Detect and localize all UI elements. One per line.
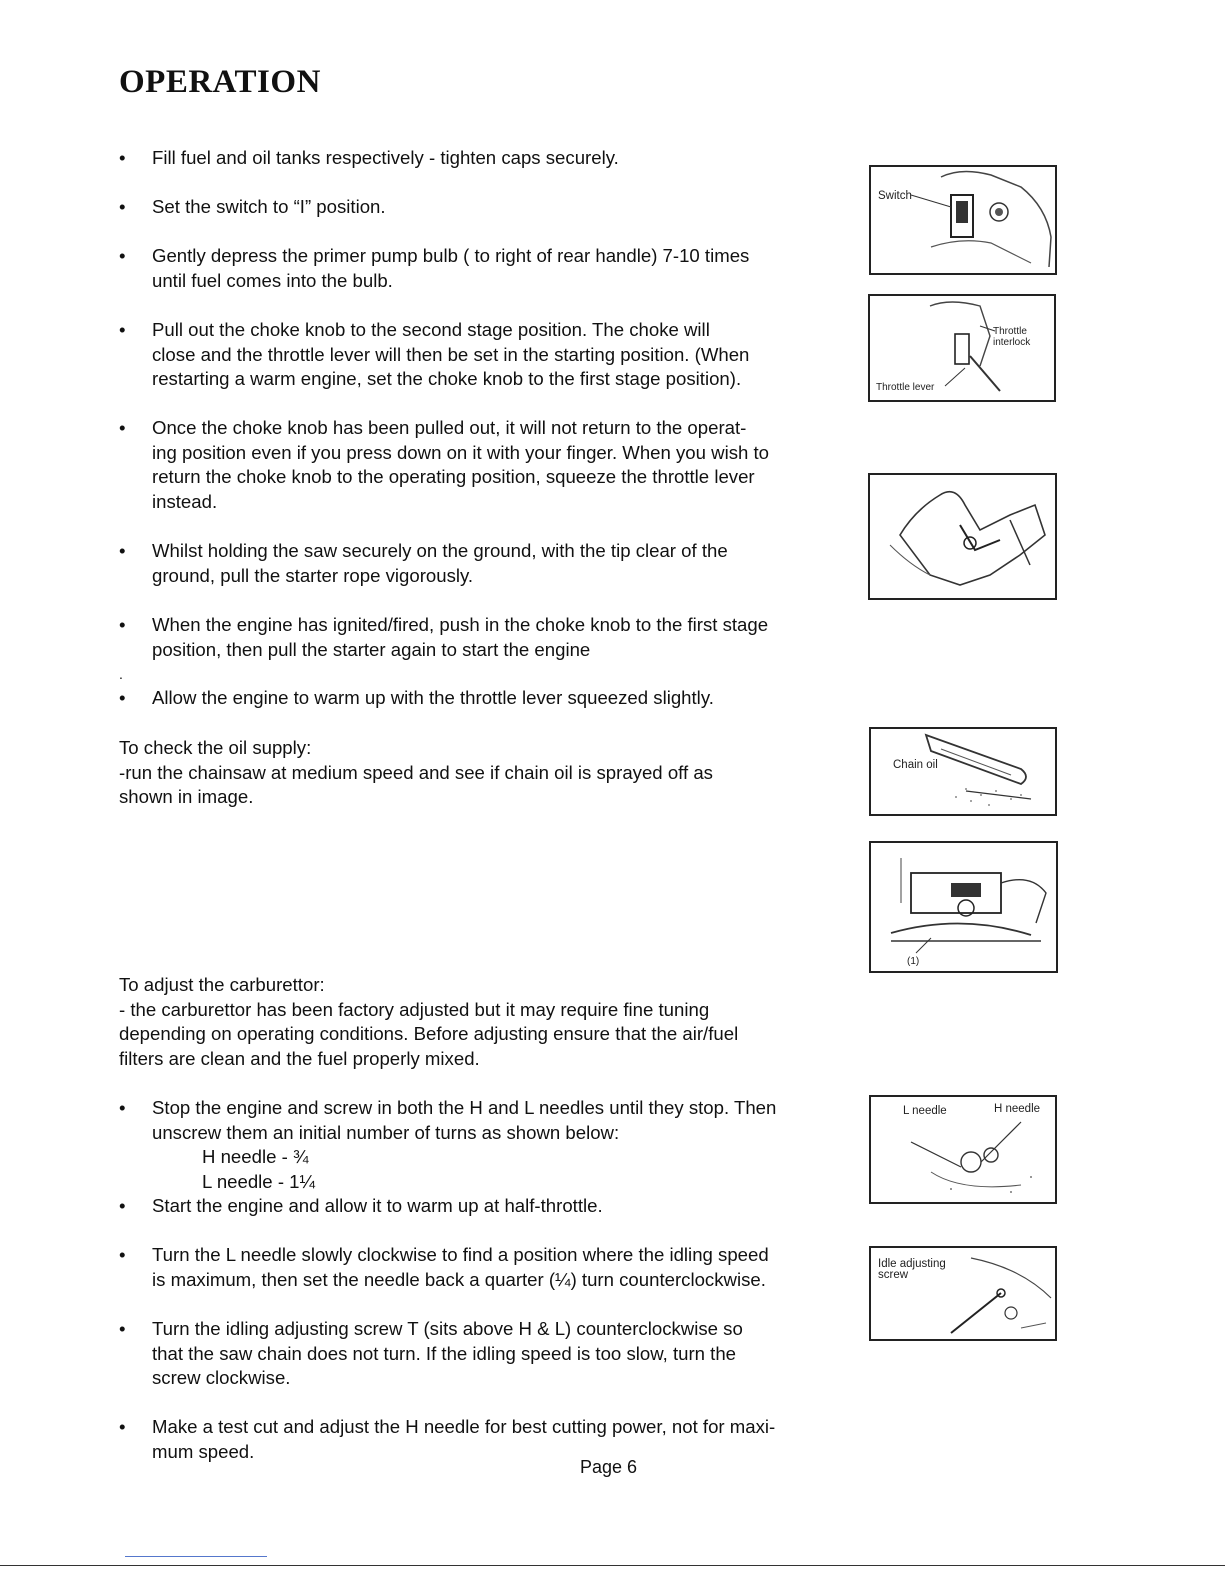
bullet-text: Gently depress the primer pump bulb ( to right of rear handle) 7-10 times [152, 245, 750, 266]
needles-figure [869, 1095, 1057, 1204]
figure-caption: H needle [994, 1103, 1041, 1115]
figure-caption: Switch [878, 190, 912, 202]
bullet-dot: • [119, 319, 126, 340]
bullet-text: Turn the idling adjusting screw T (sits above H & L) counterclockwise so [152, 1318, 743, 1339]
choke-illustration [870, 475, 1055, 598]
bullet-text: is maximum, then set the needle back a quarter (¼) turn counterclockwise. [152, 1268, 766, 1290]
bullet-text: Set the switch to “I” position. [152, 196, 386, 217]
bullet-text: Whilst holding the saw securely on the ground, with the tip clear of the [152, 540, 728, 561]
stray-dot: . [119, 666, 123, 682]
bullet-text: When the engine has ignited/fired, push in the choke knob to the first stage [152, 614, 769, 635]
idle-screw-figure [869, 1246, 1057, 1341]
switch-illustration [871, 167, 1055, 273]
oil-check-paragraph [119, 736, 713, 810]
bullet-text: Fill fuel and oil tanks respectively - tighten caps securely. [152, 147, 619, 168]
bullet-text: that the saw chain does not turn. If the idling speed is too slow, turn the [152, 1342, 736, 1364]
choke-figure [868, 473, 1057, 600]
footer-rule [0, 1565, 1225, 1566]
bullet-text: restarting a warm engine, set the choke knob to the first stage position). [152, 368, 742, 389]
figure-caption: (1) [907, 956, 920, 967]
bullet-dot: • [119, 1416, 126, 1437]
bullet-text: close and the throttle lever will then be set in the starting position. (When [152, 343, 750, 365]
bullet-text: return the choke knob to the operating position, squeeze the throttle lever [152, 466, 755, 487]
bullet-text: position, then pull the starter again to start the engine [152, 638, 591, 660]
bullet-text: mum speed. [152, 1440, 255, 1462]
bullet-dot: • [119, 1318, 126, 1339]
bullet-dot: • [119, 245, 126, 266]
figure-caption: Throttle lever [876, 382, 935, 393]
throttle-figure [868, 294, 1056, 402]
paragraph-line: depending on operating conditions. Before adjusting ensure that the air/fuel [119, 1023, 739, 1044]
bullet-dot: • [119, 1097, 126, 1118]
bullet-text: instead. [152, 490, 218, 512]
paragraph-line: To adjust the carburettor: [119, 974, 325, 995]
switch-figure [869, 165, 1057, 275]
bullet-text: ground, pull the starter rope vigorously. [152, 564, 474, 586]
bullet-text: Allow the engine to warm up with the throttle lever squeezed slightly. [152, 687, 714, 708]
bullet-text: Stop the engine and screw in both the H and L needles until they stop. Then [152, 1097, 777, 1118]
figure-caption: Idle adjusting screw [878, 1258, 946, 1281]
bullet-dot: • [119, 147, 126, 168]
bullet-text: Pull out the choke knob to the second stage position. The choke will [152, 319, 710, 340]
bullet-dot: • [119, 1244, 126, 1265]
bullet-dot: • [119, 196, 126, 217]
bullet-text: ing position even if you press down on it with your finger. When you wish to [152, 441, 770, 463]
paragraph-line: filters are clean and the fuel properly mixed. [119, 1047, 480, 1069]
needle-setting: L needle - 1¼ [202, 1170, 316, 1192]
paragraph-line: To check the oil supply: [119, 737, 312, 758]
bullet-dot: • [119, 687, 126, 708]
figure-caption: Throttle interlock [993, 326, 1031, 348]
bullet-dot: • [119, 1195, 126, 1216]
carburettor-figure [869, 841, 1058, 973]
bullet-dot: • [119, 417, 126, 438]
bullet-text: Once the choke knob has been pulled out, it will not return to the operat- [152, 417, 747, 438]
bullet-text: Turn the L needle slowly clockwise to find a position where the idling speed [152, 1244, 769, 1265]
page-title: OPERATION [119, 64, 321, 100]
footer-link-rule [125, 1556, 267, 1557]
figure-caption: Chain oil [893, 759, 938, 771]
bullet-text: Make a test cut and adjust the H needle for best cutting power, not for maxi- [152, 1416, 776, 1437]
bullet-dot: • [119, 614, 126, 635]
paragraph-line: shown in image. [119, 786, 254, 807]
figure-caption: L needle [903, 1105, 947, 1117]
chain-oil-figure [869, 727, 1057, 816]
carb-intro-paragraph [119, 973, 738, 1071]
bullet-text: until fuel comes into the bulb. [152, 269, 393, 291]
carburettor-illustration [871, 843, 1056, 971]
page-number: Page 6 [580, 1457, 638, 1477]
bullet-text: screw clockwise. [152, 1367, 291, 1388]
bullet-text: unscrew them an initial number of turns as shown below: [152, 1121, 620, 1143]
bullet-dot: • [119, 540, 126, 561]
chain-oil-illustration [871, 729, 1055, 814]
needle-setting: H needle - ¾ [202, 1146, 309, 1167]
paragraph-line: -run the chainsaw at medium speed and see if chain oil is sprayed off as [119, 761, 713, 783]
paragraph-line: - the carburettor has been factory adjusted but it may require fine tuning [119, 998, 710, 1020]
bullet-text: Start the engine and allow it to warm up at half-throttle. [152, 1195, 603, 1216]
